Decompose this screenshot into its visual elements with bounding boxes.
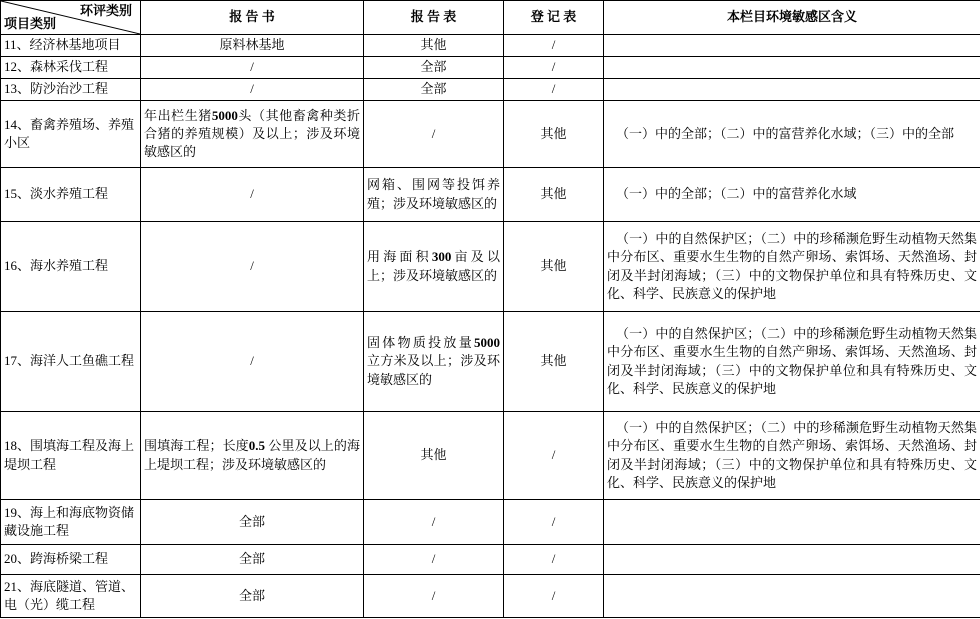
report-book-cell: / bbox=[141, 57, 364, 79]
category-cell: 16、海水养殖工程 bbox=[1, 222, 141, 312]
report-form-cell: 其他 bbox=[364, 412, 504, 500]
report-form-cell: 全部 bbox=[364, 57, 504, 79]
category-cell: 13、防沙治沙工程 bbox=[1, 79, 141, 101]
col-header-registration-form: 登 记 表 bbox=[504, 1, 604, 35]
table-row-21 bbox=[1, 575, 980, 618]
category-cell: 19、海上和海底物资储藏设施工程 bbox=[1, 500, 141, 545]
meaning-cell: （一）中的全部；（二）中的富营养化水域；（三）中的全部 bbox=[604, 101, 980, 168]
meaning-cell bbox=[604, 57, 980, 79]
category-cell: 17、海洋人工鱼礁工程 bbox=[1, 312, 141, 412]
category-cell: 12、森林采伐工程 bbox=[1, 57, 141, 79]
table-row-11 bbox=[1, 35, 980, 57]
report-book-cell: 全部 bbox=[141, 500, 364, 545]
report-form-cell: / bbox=[364, 545, 504, 575]
category-cell: 11、经济林基地项目 bbox=[1, 35, 141, 57]
report-book-cell: / bbox=[141, 168, 364, 222]
meaning-cell: （一）中的自然保护区；（二）中的珍稀濒危野生动植物天然集中分布区、重要水生生物的自然产卵场、索饵场、天然渔场、封闭及半封闭海域；（三）中的文物保护单位和具有特殊历史、文化、科学、民族意义的保护地 bbox=[604, 412, 980, 500]
registration-form-cell: / bbox=[504, 575, 604, 618]
registration-form-cell: 其他 bbox=[504, 168, 604, 222]
corner-label-project-category: 项目类别 bbox=[4, 15, 57, 31]
table-row-16 bbox=[1, 222, 980, 312]
report-book-cell: 围填海工程；长度0.5 公里及以上的海上堤坝工程；涉及环境敏感区的 bbox=[141, 412, 364, 500]
meaning-cell: （一）中的自然保护区；（二）中的珍稀濒危野生动植物天然集中分布区、重要水生生物的自然产卵场、索饵场、天然渔场、封闭及半封闭海域；（三）中的文物保护单位和具有特殊历史、文化、科学、民族意义的保护地 bbox=[604, 312, 980, 412]
report-form-cell: 固体物质投放量5000 立方米及以上；涉及环境敏感区的 bbox=[364, 312, 504, 412]
category-cell: 20、跨海桥梁工程 bbox=[1, 545, 141, 575]
col-header-report-book: 报 告 书 bbox=[141, 1, 364, 35]
category-cell: 18、围填海工程及海上堤坝工程 bbox=[1, 412, 141, 500]
report-form-cell: / bbox=[364, 101, 504, 168]
report-form-cell: 全部 bbox=[364, 79, 504, 101]
table-row-18 bbox=[1, 412, 980, 500]
table-header-row bbox=[1, 1, 980, 35]
meaning-cell: （一）中的自然保护区；（二）中的珍稀濒危野生动植物天然集中分布区、重要水生生物的自然产卵场、索饵场、天然渔场、封闭及半封闭海域；（三）中的文物保护单位和具有特殊历史、文化、科学、民族意义的保护地 bbox=[604, 222, 980, 312]
meaning-cell bbox=[604, 79, 980, 101]
report-form-cell: 用海面积300亩及以上；涉及环境敏感区的 bbox=[364, 222, 504, 312]
registration-form-cell: / bbox=[504, 412, 604, 500]
meaning-cell: （一）中的全部；（二）中的富营养化水域 bbox=[604, 168, 980, 222]
meaning-cell bbox=[604, 500, 980, 545]
registration-form-cell: / bbox=[504, 57, 604, 79]
table-header bbox=[1, 1, 980, 35]
registration-form-cell: / bbox=[504, 545, 604, 575]
meaning-cell bbox=[604, 545, 980, 575]
table-body bbox=[1, 35, 980, 618]
corner-label-eia-category: 环评类别 bbox=[79, 3, 132, 18]
table-row-14 bbox=[1, 101, 980, 168]
table-row-15 bbox=[1, 168, 980, 222]
report-form-cell: 其他 bbox=[364, 35, 504, 57]
col-header-report-form: 报 告 表 bbox=[364, 1, 504, 35]
registration-form-cell: 其他 bbox=[504, 101, 604, 168]
report-form-cell: 网箱、围网等投饵养殖；涉及环境敏感区的 bbox=[364, 168, 504, 222]
report-book-cell: / bbox=[141, 79, 364, 101]
report-form-cell: / bbox=[364, 500, 504, 545]
report-book-cell: 全部 bbox=[141, 545, 364, 575]
registration-form-cell: / bbox=[504, 79, 604, 101]
report-book-cell: 年出栏生猪5000头（其他畜禽种类折合猪的养殖规模）及以上；涉及环境敏感区的 bbox=[141, 101, 364, 168]
report-book-cell: 全部 bbox=[141, 575, 364, 618]
col-header-sensitive-area-meaning: 本栏目环境敏感区含义 bbox=[604, 1, 980, 35]
registration-form-cell: / bbox=[504, 35, 604, 57]
registration-form-cell: / bbox=[504, 500, 604, 545]
meaning-cell bbox=[604, 575, 980, 618]
category-cell: 21、海底隧道、管道、电（光）缆工程 bbox=[1, 575, 141, 618]
report-book-cell: / bbox=[141, 312, 364, 412]
table-row-19 bbox=[1, 500, 980, 545]
corner-header-cell bbox=[1, 1, 141, 35]
category-cell: 15、淡水养殖工程 bbox=[1, 168, 141, 222]
table-row-17 bbox=[1, 312, 980, 412]
registration-form-cell: 其他 bbox=[504, 312, 604, 412]
table-row-20 bbox=[1, 545, 980, 575]
report-book-cell: 原料林基地 bbox=[141, 35, 364, 57]
report-form-cell: / bbox=[364, 575, 504, 618]
category-cell: 14、畜禽养殖场、养殖小区 bbox=[1, 101, 141, 168]
meaning-cell bbox=[604, 35, 980, 57]
registration-form-cell: 其他 bbox=[504, 222, 604, 312]
report-book-cell: / bbox=[141, 222, 364, 312]
table-row-13 bbox=[1, 79, 980, 101]
table-row-12 bbox=[1, 57, 980, 79]
